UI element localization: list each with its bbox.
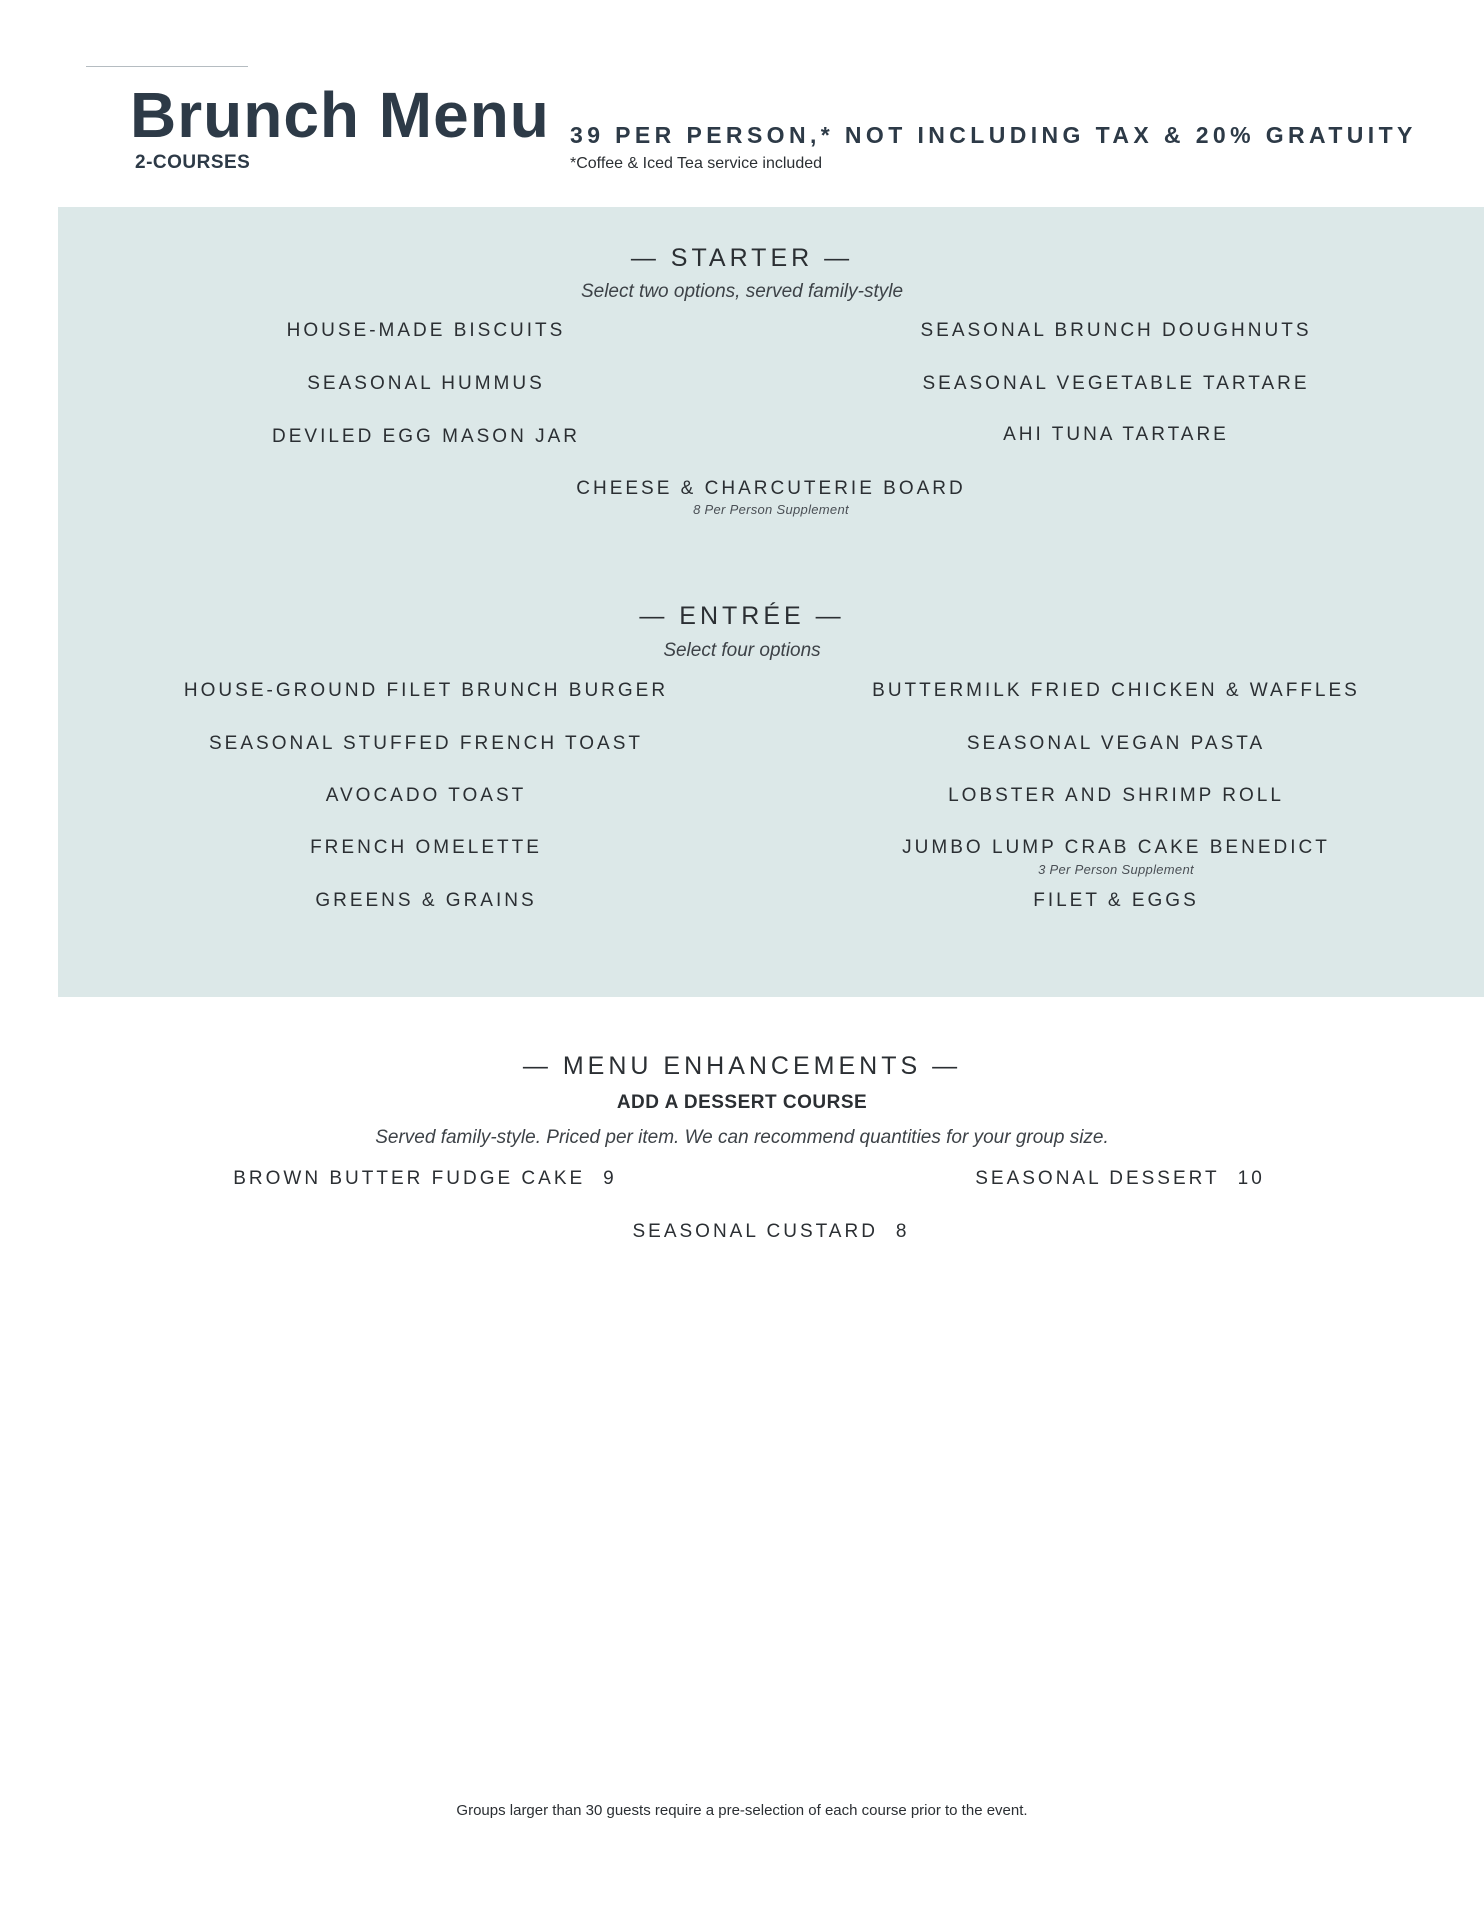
starter-item: SEASONAL HUMMUS xyxy=(307,373,545,394)
dessert-item xyxy=(975,1168,1265,1190)
starter-item: SEASONAL VEGETABLE TARTARE xyxy=(922,373,1310,394)
entree-item: FRENCH OMELETTE xyxy=(310,837,542,858)
dessert-name: SEASONAL DESSERT xyxy=(975,1168,1220,1189)
entree-heading: — ENTRÉE — xyxy=(639,602,845,630)
footer-note: Groups larger than 30 guests require a pre-selection of each course prior to the event. xyxy=(456,1802,1028,1819)
starter-item: AHI TUNA TARTARE xyxy=(1003,424,1229,445)
entree-item: JUMBO LUMP CRAB CAKE BENEDICT xyxy=(902,837,1330,858)
starter-instruction: Select two options, served family-style xyxy=(580,281,904,302)
cheese-supplement-note: 8 Per Person Supplement xyxy=(693,502,849,517)
entree-item: BUTTERMILK FRIED CHICKEN & WAFFLES xyxy=(872,680,1360,701)
entree-item: FILET & EGGS xyxy=(1033,890,1199,911)
entree-item: HOUSE-GROUND FILET BRUNCH BURGER xyxy=(183,680,669,701)
dessert-price: 9 xyxy=(603,1168,617,1189)
price-line: 39 PER PERSON,* NOT INCLUDING TAX & 20% GRATUITY xyxy=(570,122,1417,148)
dessert-name: BROWN BUTTER FUDGE CAKE xyxy=(233,1168,586,1189)
entree-item: GREENS & GRAINS xyxy=(315,890,537,911)
starter-item: HOUSE-MADE BISCUITS xyxy=(286,320,566,341)
top-decorative-rule xyxy=(86,66,248,67)
dessert-price: 10 xyxy=(1237,1168,1265,1189)
dessert-price: 8 xyxy=(895,1221,910,1242)
entree-item: SEASONAL VEGAN PASTA xyxy=(966,733,1266,754)
entree-item: SEASONAL STUFFED FRENCH TOAST xyxy=(209,733,643,754)
entree-item: LOBSTER AND SHRIMP ROLL xyxy=(948,785,1284,806)
entree-instruction: Select four options xyxy=(663,640,821,661)
dessert-subheading: ADD A DESSERT COURSE xyxy=(616,1092,868,1113)
enhancements-heading: — MENU ENHANCEMENTS — xyxy=(522,1052,962,1080)
dessert-item xyxy=(632,1221,909,1243)
starter-item: DEVILED EGG MASON JAR xyxy=(272,426,580,447)
menu-subtitle: 2-COURSES xyxy=(135,152,251,173)
dessert-item xyxy=(233,1168,616,1190)
entree-item: AVOCADO TOAST xyxy=(325,785,527,806)
crab-supplement-note: 3 Per Person Supplement xyxy=(1038,862,1194,877)
dessert-name: SEASONAL CUSTARD xyxy=(632,1221,878,1242)
service-note: *Coffee & Iced Tea service included xyxy=(570,155,823,172)
starter-item: CHEESE & CHARCUTERIE BOARD xyxy=(576,478,966,499)
enhancements-instruction: Served family-style. Priced per item. We can recommend quantities for your group size. xyxy=(375,1127,1109,1148)
starter-heading: — STARTER — xyxy=(630,244,854,272)
menu-title: Brunch Menu xyxy=(130,79,550,151)
starter-item: SEASONAL BRUNCH DOUGHNUTS xyxy=(920,320,1312,341)
